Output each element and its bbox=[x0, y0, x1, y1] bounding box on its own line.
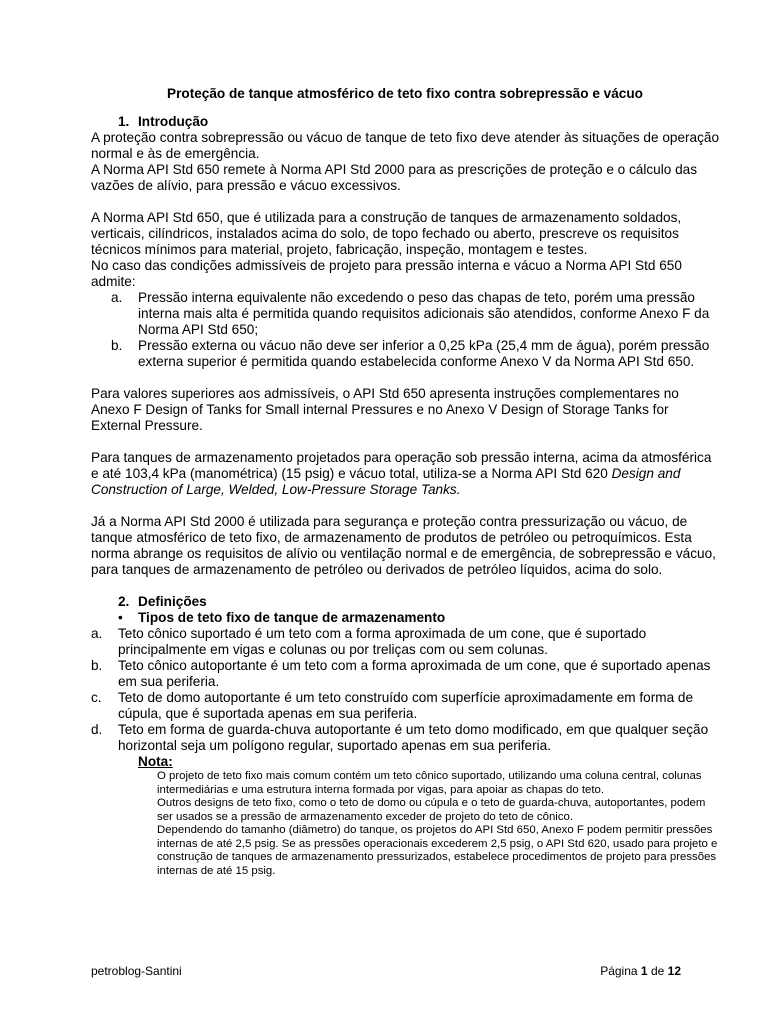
bullet-text: Tipos de teto fixo de tanque de armazenamento bbox=[138, 610, 446, 625]
list-item bbox=[91, 690, 719, 722]
page-number bbox=[600, 964, 681, 978]
section-1-heading bbox=[91, 114, 719, 130]
standard-title-italic: Design and Construction of Large, Welded, Low-Pressure Storage Tanks. bbox=[91, 466, 681, 497]
note-paragraph: Dependendo do tamanho (diâmetro) do tanque, os projetos do API Std 650, Anexo F podem permitir pressões internas de até 2,5 psig. Se as pressões operacionais excederem 2,5 psig, o API Std 620, usado para projeto e construção de tanques de armazenamento pressurizados, estabelece procedimentos de projeto para pressões internas de até 15 psig. bbox=[157, 824, 718, 877]
list-marker: a. bbox=[111, 290, 123, 305]
roof-types-bullet bbox=[91, 610, 719, 626]
intro-paragraph-1: A proteção contra sobrepressão ou vácuo de tanque de teto fixo deve atender às situações de operação normal e às de emergência. bbox=[91, 130, 720, 161]
list-marker: a. bbox=[91, 626, 103, 641]
intro-paragraph-4: No caso das condições admissíveis de projeto para pressão interna e vácuo a Norma API Std 650 admite: bbox=[91, 258, 682, 289]
intro-paragraph-6 bbox=[91, 450, 719, 498]
admissible-conditions-list bbox=[91, 290, 719, 370]
page-body bbox=[91, 86, 719, 878]
section-2-heading bbox=[91, 594, 719, 610]
page-footer bbox=[91, 964, 681, 978]
list-item bbox=[111, 290, 719, 338]
section-1-number: 1. bbox=[118, 114, 130, 129]
list-item-text: Pressão interna equivalente não excedendo o peso das chapas de teto, porém uma pressão interna mais alta é permitida quando requisitos adicionais são atendidos, conforme Anexo F da Norma API Std 650; bbox=[138, 290, 710, 337]
list-item-text: Teto em forma de guarda-chuva autoportante é um teto domo modificado, em que qualquer seção horizontal seja um polígono regular, suportado apenas em sua periferia. bbox=[118, 722, 709, 753]
list-item bbox=[91, 658, 719, 690]
note-label: Nota: bbox=[138, 754, 173, 769]
list-item-text: Teto cônico suportado é um teto com a forma aproximada de um cone, que é suportado principalmente em vigas e colunas ou por treliças com ou sem colunas. bbox=[118, 626, 647, 657]
section-1-title: Introdução bbox=[138, 114, 209, 129]
list-marker: d. bbox=[91, 722, 103, 737]
intro-paragraph-2: A Norma API Std 650 remete à Norma API Std 2000 para as prescrições de proteção e o cálculo das vazões de alívio, para pressão e vácuo excessivos. bbox=[91, 162, 698, 193]
list-item bbox=[91, 626, 719, 658]
note-paragraph: O projeto de teto fixo mais comum contém um teto cônico suportado, utilizando uma coluna central, colunas intermediárias e uma estrutura interna formada por vigas, para apoiar as chapas do teto. bbox=[157, 770, 702, 796]
list-marker: b. bbox=[91, 658, 103, 673]
document-title: Proteção de tanque atmosférico de teto fixo contra sobrepressão e vácuo bbox=[167, 86, 643, 101]
list-item-text: Teto de domo autoportante é um teto construído com superfície aproximadamente em forma de cúpula, que é suportada apenas em sua periferia. bbox=[118, 690, 694, 721]
paragraph-text: Para tanques de armazenamento projetados para operação sob pressão interna, acima da atmosférica e até 103,4 kPa (manométrica) (15 psig) e vácuo total, utiliza-se a Norma API Std 620 bbox=[91, 450, 712, 481]
list-marker: b. bbox=[111, 338, 123, 353]
bullet-icon: • bbox=[118, 610, 123, 625]
list-item-text: Teto cônico autoportante é um teto com a forma aproximada de um cone, que é suportado apenas em sua periferia. bbox=[118, 658, 711, 689]
section-2-title: Definições bbox=[138, 594, 207, 609]
list-item-text: Pressão externa ou vácuo não deve ser inferior a 0,25 kPa (25,4 mm de água), porém pressão externa superior é permitida quando estabelecida conforme Anexo V da Norma API Std 650. bbox=[138, 338, 710, 369]
total-pages: 12 bbox=[667, 964, 681, 978]
current-page: 1 bbox=[640, 964, 648, 978]
note-paragraph: Outros designs de teto fixo, como o teto de domo ou cúpula e o teto de guarda-chuva, autoportantes, podem ser usados se a pressão de armazenamento exceder de projeto do teto de cônico. bbox=[157, 797, 706, 823]
footer-author: petroblog-Santini bbox=[91, 964, 182, 978]
page-prefix: Página bbox=[600, 964, 638, 978]
list-item bbox=[91, 722, 719, 754]
note-block bbox=[91, 770, 719, 878]
intro-paragraph-3: A Norma API Std 650, que é utilizada para a construção de tanques de armazenamento soldados, verticais, cilíndricos, instalados acima do solo, de topo fechado ou aberto, prescreve os requisitos técnicos mínimos para material, projeto, fabricação, inspeção, montagem e testes. bbox=[91, 210, 682, 257]
list-item bbox=[111, 338, 719, 370]
roof-types-list bbox=[91, 626, 719, 754]
intro-paragraph-7: Já a Norma API Std 2000 é utilizada para segurança e proteção contra pressurização ou vácuo, de tanque atmosférico de teto fixo, de armazenamento de produtos de petróleo ou petroquímicos. Esta norma abrange os requisitos de alívio ou ventilação normal e de emergência, de sobrepressão e vácuo, para tanques de armazenamento de petróleo ou derivados de petróleo líquidos, acima do solo. bbox=[91, 514, 716, 577]
intro-paragraph-5: Para valores superiores aos admissíveis, o API Std 650 apresenta instruções complementares no Anexo F Design of Tanks for Small internal Pressures e no Anexo V Design of Storage Tanks for External Pressure. bbox=[91, 386, 679, 433]
list-marker: c. bbox=[91, 690, 102, 705]
page-of: de bbox=[650, 964, 665, 978]
section-2-number: 2. bbox=[118, 594, 130, 609]
